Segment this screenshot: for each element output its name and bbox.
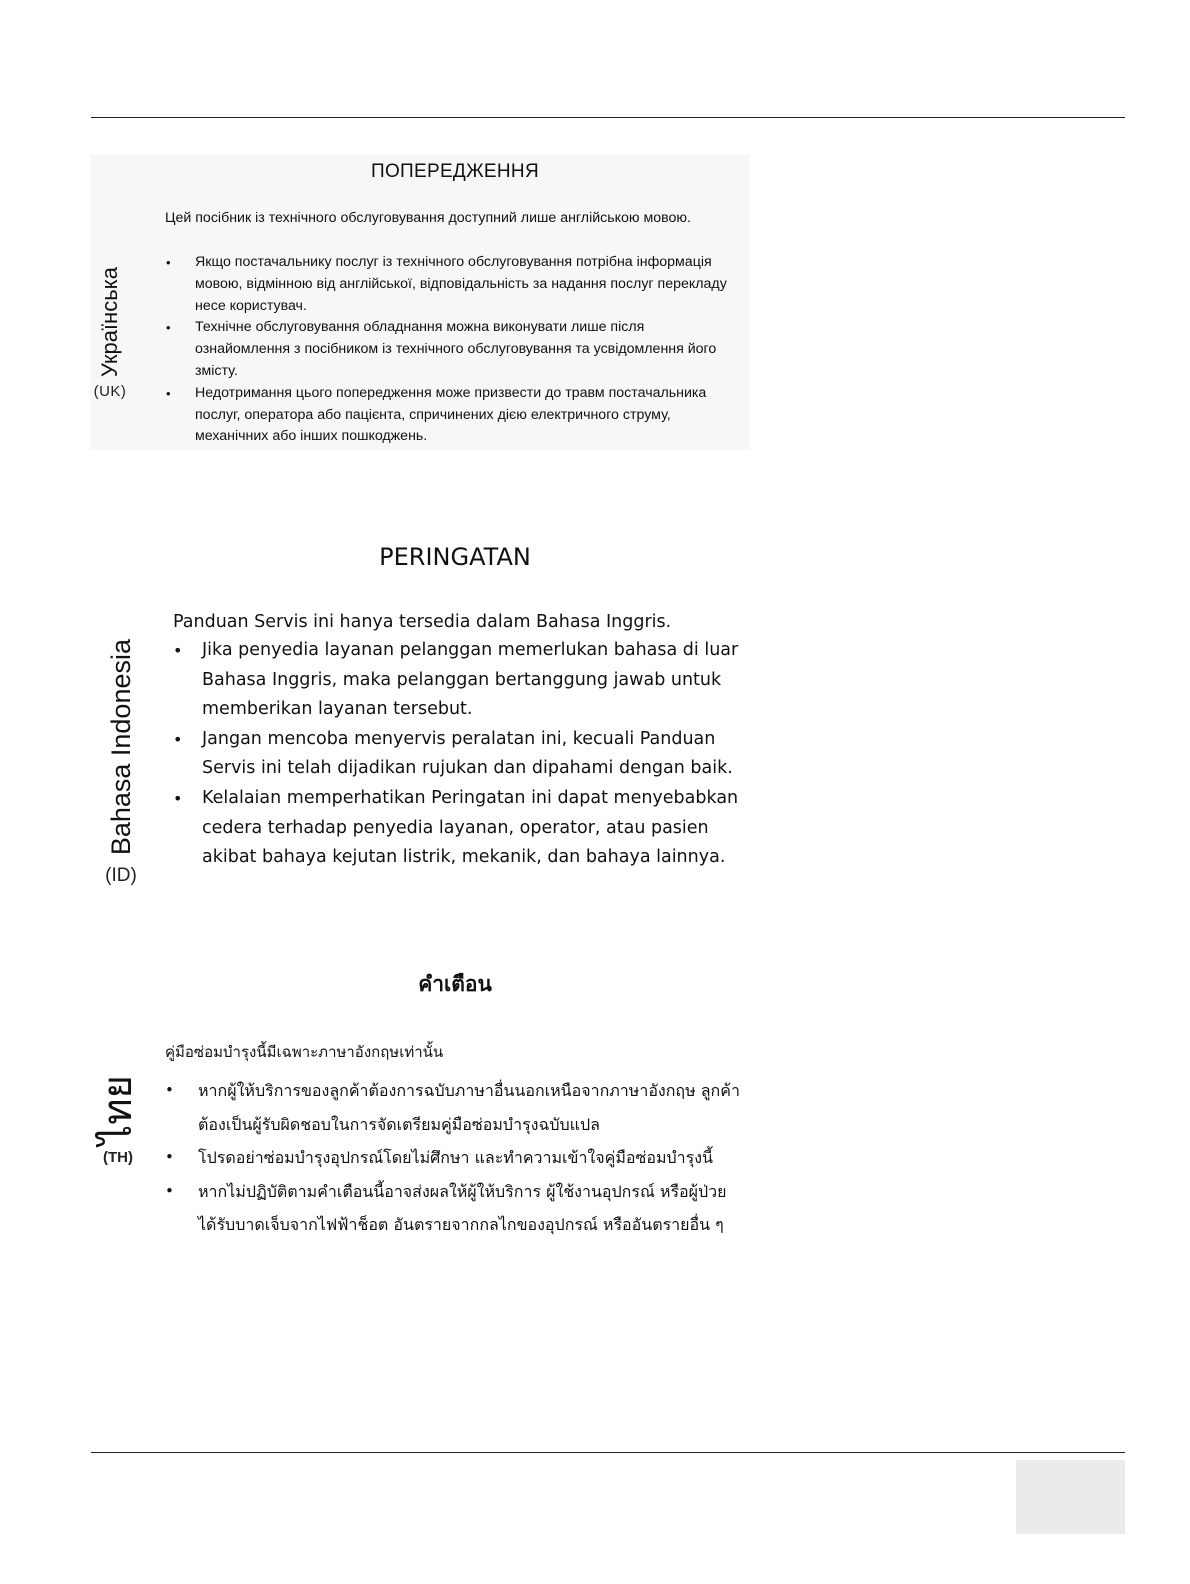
- list-item: • Технічне обслуговування обладнання можна виконувати лише після ознайомлення з посібником із технічного обслуговування та усвідомлення його змісту.: [166, 319, 717, 379]
- warning-bullets: [165, 1074, 743, 1242]
- bullet-icon: •: [166, 320, 171, 336]
- language-label-th: [96, 1075, 140, 1166]
- bullet-icon: •: [173, 788, 183, 808]
- language-name: Українська: [97, 267, 123, 378]
- list-item: • Якщо постачальнику послуг із технічного обслуговування потрібна інформація мовою, відмінною від англійської, відповідальність за надання послуг перекладу несе користувач.: [166, 254, 727, 314]
- warning-intro: คู่มือซ่อมบำรุงนี้มีเฉพาะภาษาอังกฤษเท่านั้น: [165, 1043, 444, 1061]
- list-item: • Недотримання цього попередження може призвести до травм постачальника послуг, оператора або пацієнта, спричинених дією електричного струму, механічних або інших пошкоджень.: [166, 384, 707, 445]
- warning-title: คำเตือน: [418, 971, 492, 996]
- language-label-id: [90, 639, 152, 887]
- warning-bullets: [173, 636, 742, 873]
- footer-rule: [91, 1452, 1125, 1453]
- language-label-uk: [92, 267, 128, 400]
- warning-intro: Panduan Servis ini hanya tersedia dalam Bahasa Inggris.: [173, 612, 672, 632]
- warning-section-th: [90, 960, 750, 1290]
- page-number-box: [1016, 1460, 1125, 1534]
- warning-title: ПОПЕРЕДЖЕННЯ: [371, 161, 539, 182]
- bullet-icon: •: [165, 1148, 174, 1166]
- bullet-icon: •: [165, 1081, 174, 1099]
- language-code: (ID): [105, 865, 137, 887]
- list-item: • Kelalaian memperhatikan Peringatan ini dapat menyebabkan cedera terhadap penyedia layanan, operator, atau pasien akibat bahaya kejutan listrik, mekanik, dan bahaya lainnya.: [202, 784, 742, 873]
- warning-section-uk: [90, 155, 750, 450]
- warning-intro: Цей посібник із технічного обслуговування доступний лише англійською мовою.: [165, 210, 691, 226]
- bullet-icon: •: [165, 1181, 174, 1200]
- language-name: ไทย: [95, 1075, 141, 1145]
- list-item: • Jika penyedia layanan pelanggan memerlukan bahasa di luar Bahasa Inggris, maka pelanggan bertanggung jawab untuk memberikan layanan tersebut.: [202, 636, 742, 725]
- warning-bullets: [166, 252, 740, 448]
- bullet-icon: •: [173, 641, 183, 660]
- language-code: (TH): [103, 1148, 133, 1166]
- bullet-icon: •: [166, 385, 171, 401]
- bullet-icon: •: [173, 729, 183, 749]
- bullet-icon: •: [166, 255, 171, 270]
- warning-title: PERINGATAN: [379, 543, 531, 571]
- header-rule: [91, 117, 1125, 118]
- list-item: • หากผู้ให้บริการของลูกค้าต้องการฉบับภาษาอื่นนอกเหนือจากภาษาอังกฤษ ลูกค้าต้องเป็นผู้รับผิดชอบในการจัดเตรียมคู่มือซ่อมบำรุงฉบับแปล: [198, 1074, 743, 1141]
- language-code: (UK): [93, 383, 127, 401]
- list-item: • Jangan mencoba menyervis peralatan ini, kecuali Panduan Servis ini telah dijadikan rujukan dan dipahami dengan baik.: [202, 725, 742, 784]
- list-item: • หากไม่ปฏิบัติตามคำเตือนนี้อาจส่งผลให้ผู้ให้บริการ ผู้ใช้งานอุปกรณ์ หรือผู้ป่วยได้รับบาดเจ็บจากไฟฟ้าช็อต อันตรายจากกลไกของอุปกรณ์ หรืออันตรายอื่น ๆ: [198, 1175, 743, 1242]
- list-item: • โปรดอย่าซ่อมบำรุงอุปกรณ์โดยไม่ศึกษา และทำความเข้าใจคู่มือซ่อมบำรุงนี้: [198, 1141, 743, 1175]
- language-name: Bahasa Indonesia: [105, 639, 136, 856]
- warning-section-id: [90, 535, 750, 887]
